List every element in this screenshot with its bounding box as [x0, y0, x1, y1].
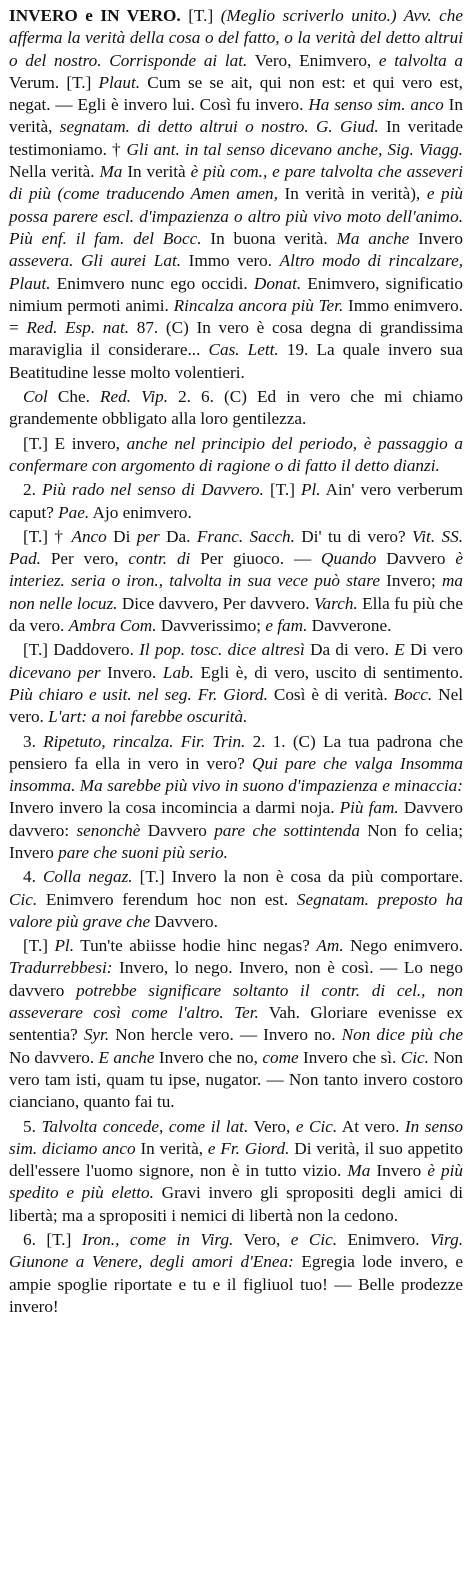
entry-text-segment: 87. (C) In vero è cosa degna di grandissima maraviglia il considerare...: [9, 318, 464, 360]
entry-text-segment: potrebbe significare soltanto il contr. di cel., non asseverare così come l'altro. Ter.: [9, 980, 464, 1023]
entry-paragraph-p4: [9, 479, 463, 524]
entry-text-segment: dicevano per: [9, 662, 101, 682]
entry-text-segment: ma non nelle locuz.: [9, 571, 464, 613]
entry-text-segment: Nel vero.: [9, 684, 463, 727]
entry-text-segment: Dice davvero, Per davvero.: [117, 593, 314, 613]
entry-text-segment: senonchè: [76, 820, 141, 840]
entry-text-segment: 6. [T.]: [23, 1230, 82, 1250]
entry-text-segment: [T.] Daddovero.: [23, 640, 140, 660]
entry-text-segment: In verità,: [9, 95, 463, 137]
entry-text-segment: Rincalza ancora più Ter.: [173, 295, 344, 315]
entry-text-segment: [T.] †: [23, 526, 72, 546]
entry-text-segment: assevera. Gli aurei Lat.: [9, 251, 182, 271]
entry-text-segment: Enimvero.: [337, 1230, 431, 1250]
entry-text-segment: L'art: a noi farebbe oscurità.: [48, 707, 248, 727]
entry-text-segment: Egli è, di vero, uscito di sentimento.: [193, 662, 463, 682]
entry-text-segment: Non vero tam isti, quam tu ipse, nugator. — Non tanto invero costoro cianciano, quanto fai tu.: [9, 1047, 463, 1112]
entry-text-segment: Immo vero.: [181, 251, 280, 271]
entry-text-segment: e Cic.: [290, 1230, 338, 1250]
entry-text-segment: [T.]: [180, 6, 221, 25]
entry-text-segment: Davverissimo;: [156, 616, 266, 636]
entry-text-segment: per: [136, 526, 160, 546]
entry-text-segment: Invero, lo nego. Invero, non è così. — Lo nego davvero: [9, 958, 463, 1000]
entry-text-segment: Bocc.: [393, 684, 433, 704]
entry-text-segment: Ma: [99, 162, 123, 182]
entry-text-segment: e fam.: [265, 616, 308, 636]
entry-text-segment: e Cic.: [295, 1116, 338, 1136]
entry-text-segment: Invero;: [379, 571, 442, 591]
entry-text-segment: [T.] E invero,: [23, 433, 127, 453]
entry-text-segment: Nego enimvero.: [343, 936, 464, 956]
entry-paragraph-p8: [9, 866, 463, 933]
entry-text-segment: Virg. Giunone a Venere, degli amori d'Enea:: [9, 1230, 463, 1272]
entry-text-segment: In verità: [122, 162, 191, 182]
entry-text-segment: At vero.: [337, 1116, 405, 1136]
entry-text-segment: come: [262, 1047, 299, 1067]
entry-text-segment: Tun'te abiisse hodie hinc negas?: [74, 936, 317, 956]
entry-paragraph-p3: [9, 433, 463, 478]
entry-text-segment: Più chiaro e usit. nel seg. Fr. Giord.: [9, 684, 268, 704]
entry-text-segment: 2. 6. (C) Ed in vero che mi chiamo grandemente obbligato alla loro gentilezza.: [9, 387, 464, 429]
entry-text-segment: Tradurrebbesi:: [9, 958, 113, 978]
entry-text-segment: 4.: [23, 867, 43, 887]
entry-text-segment: Invero che no,: [154, 1047, 263, 1067]
entry-paragraph-p10: [9, 1116, 463, 1227]
entry-text-segment: Enimvero, significatio nimium permoti animi.: [9, 273, 463, 315]
entry-text-segment: Vero,: [248, 1116, 296, 1136]
entry-text-segment: Ma anche: [336, 228, 410, 248]
entry-text-segment: Non hercle vero. — Invero no.: [109, 1025, 342, 1045]
entry-text-segment: Che.: [47, 387, 100, 407]
entry-text-segment: In senso sim. diciamo anco: [9, 1116, 463, 1158]
entry-paragraph-p9: [9, 935, 463, 1113]
entry-text-segment: Davvero.: [150, 911, 218, 931]
entry-text-segment: Più fam.: [339, 798, 399, 818]
entry-text-segment: e talvolta a: [378, 50, 464, 70]
entry-text-segment: [T.] Invero la non è cosa da più comportare.: [132, 867, 463, 887]
entry-text-segment: Enimvero ferendum hoc non est.: [37, 889, 297, 909]
entry-text-segment: Qui pare che valga Insomma insomma. Ma sarebbe più vivo in suono d'impazienza e minaccia:: [9, 753, 463, 796]
entry-text-segment: Cas. Lett.: [208, 340, 279, 360]
entry-paragraph-p5: [9, 526, 463, 637]
entry-text-segment: Altro modo di rincalzare, Plaut.: [9, 251, 463, 293]
entry-text-segment: Più rado nel senso di Davvero.: [41, 480, 264, 500]
entry-text-segment: Invero invero la cosa incomincia a darmi noja.: [9, 798, 340, 818]
entry-text-segment: Davvero: [376, 549, 456, 569]
entry-text-segment: Anco: [71, 526, 107, 546]
entry-text-segment: 2. 1. (C) La tua padrona che pensiero fa ella in vero in vero?: [9, 731, 464, 773]
entry-text-segment: Di: [106, 526, 137, 546]
entry-text-segment: Cum se se ait, qui non est: et qui vero est, negat. — Egli è invero lui. Così fu invero.: [9, 72, 463, 115]
entry-text-segment: Cic.: [9, 889, 38, 909]
entry-text-segment: Invero: [409, 228, 464, 248]
entry-text-segment: Vah. Gloriare evenisse ex sententia?: [9, 1003, 463, 1045]
entry-text-segment: e più possa parere escl. d'impazienza o altro più vivo moto dell'animo. Più enf. il fam. del Bocc.: [9, 184, 463, 248]
entry-text-segment: pare che sottintenda: [214, 820, 360, 840]
entry-text-segment: In buona verità.: [201, 228, 337, 248]
entry-text-segment: Invero che sì.: [298, 1047, 401, 1067]
entry-text-segment: E: [394, 640, 405, 660]
entry-text-segment: Franc. Sacch.: [196, 526, 295, 546]
entry-text-segment: anche nel principio del periodo, è passaggio a confermare con argomento di ragione o di fatto il detto dianzi.: [9, 433, 463, 475]
entry-text-segment: Per giuoco. —: [190, 549, 322, 569]
entry-text-segment: Di vero: [404, 640, 463, 660]
entry-text-segment: è più spedito e più eletto.: [9, 1161, 464, 1203]
entry-text-segment: Così è di verità.: [267, 684, 394, 704]
entry-text-segment: Donat.: [253, 273, 302, 293]
entry-text-segment: Per vero,: [40, 549, 129, 569]
entry-text-segment: Gravi invero gli spropositi degli amici di libertà; ma a spropositi i nemici di libertà non la cedono.: [9, 1183, 464, 1225]
entry-text-segment: Di' tu di vero?: [294, 526, 413, 546]
entry-text-segment: [T.]: [263, 480, 301, 500]
entry-text-segment: Iron., come in Virg.: [81, 1230, 234, 1250]
entry-paragraph-p1: [9, 5, 463, 384]
entry-text-segment: 2.: [23, 480, 42, 500]
entry-text-segment: Di verità, il suo appetito dell'essere l'uomo signore, non è in tutto vizio.: [9, 1138, 463, 1181]
entry-headword: INVERO e IN VERO.: [9, 6, 181, 25]
entry-text-segment: Plaut.: [98, 72, 141, 92]
entry-text-segment: Pl.: [54, 936, 75, 956]
entry-text-segment: Gli ant. in tal senso dicevano anche, Sig. Viagg.: [126, 139, 463, 159]
entry-text-segment: 3.: [23, 731, 44, 751]
entry-text-segment: contr. di: [128, 549, 191, 569]
entry-text-segment: 19. La quale invero sua Beatitudine lesse molto volentieri.: [9, 340, 463, 382]
entry-text-segment: Invero: [370, 1161, 428, 1181]
entry-text-segment: Egregia lode invero, e ampie spoglie riportate e tu e il figliuol tuo! — Belle prodezze invero!: [9, 1252, 463, 1316]
entry-text-segment: Col: [23, 387, 48, 407]
entry-text-segment: Segnatam. preposto ha valore più grave che: [9, 889, 463, 931]
entry-text-segment: (Meglio scriverlo unito.) Avv. che afferma la verità della cosa o del fatto, o la verità del detto altrui o del nostro. Corrisponde ai lat.: [9, 6, 463, 70]
entry-text-segment: è interiez. seria o iron., talvolta in sua vece può stare: [9, 549, 463, 591]
entry-text-segment: E anche: [98, 1047, 155, 1067]
entry-paragraph-p7: [9, 731, 463, 865]
entry-text-segment: In veritade testimoniamo. †: [9, 117, 463, 159]
entry-text-segment: In verità,: [135, 1138, 208, 1158]
entry-text-segment: Talvolta concede, come il lat.: [41, 1116, 249, 1136]
entry-text-segment: Non fo celia; Invero: [9, 820, 463, 862]
entry-text-segment: Ha senso sim. anco: [308, 95, 444, 115]
entry-text-segment: Quando: [321, 549, 377, 569]
entry-text-segment: Ajo enimvero.: [89, 502, 192, 522]
entry-text-segment: Red. Esp. nat.: [26, 318, 130, 338]
entry-text-segment: [T.]: [23, 936, 55, 956]
entry-text-segment: Pl.: [300, 480, 321, 500]
entry-text-segment: Da di vero.: [304, 640, 395, 660]
entry-text-segment: Da.: [159, 526, 197, 546]
entry-text-segment: Ain' vero verberum caput?: [9, 480, 464, 522]
entry-text-segment: Davvero: [140, 820, 215, 840]
entry-paragraph-p6: [9, 639, 463, 728]
entry-text-segment: Vero, Enimvero,: [247, 50, 379, 70]
entry-text-segment: Am.: [316, 936, 344, 956]
entry-text-segment: Ella fu più che da vero.: [9, 593, 463, 636]
entry-text-segment: è più com., e pare talvolta che asseveri di più (come traducendo Amen amen,: [9, 162, 463, 204]
entry-text-segment: Colla negaz.: [42, 867, 133, 887]
entry-text-segment: Enimvero nunc ego occidi.: [50, 273, 254, 293]
entry-paragraph-p2: [9, 386, 463, 431]
entry-text-segment: Verum. [T.]: [9, 72, 99, 92]
entry-paragraph-p11: [9, 1229, 463, 1318]
entry-text-segment: 5.: [23, 1116, 42, 1136]
entry-text-segment: segnatam. di detto altrui o nostro. G. Giud.: [59, 117, 379, 137]
entry-text-segment: Ambra Com.: [68, 616, 157, 636]
entry-text-segment: Non dice più che: [341, 1025, 463, 1045]
entry-text-segment: Vero,: [233, 1230, 291, 1250]
entry-text-segment: Immo enimvero. =: [9, 295, 464, 338]
entry-text-segment: e Fr. Giord.: [207, 1138, 290, 1158]
entry-text-segment: Vit. SS. Pad.: [9, 526, 463, 569]
entry-text-segment: Cic.: [400, 1047, 429, 1067]
entry-text-segment: pare che suoni più serio.: [58, 842, 228, 862]
entry-text-segment: Nella verità.: [9, 162, 100, 182]
entry-text-segment: In verità in verità),: [277, 184, 427, 204]
entry-text-segment: Lab.: [162, 662, 194, 682]
entry-text-segment: No davvero.: [9, 1047, 99, 1067]
entry-text-segment: Davverone.: [307, 616, 392, 636]
entry-text-segment: Ripetuto, rincalza. Fir. Trin.: [43, 731, 246, 751]
entry-text-segment: Davvero davvero:: [9, 798, 463, 840]
entry-text-segment: Syr.: [83, 1025, 110, 1045]
entry-text-segment: Invero.: [100, 662, 163, 682]
entry-text-segment: Il pop. tosc. dice altresì: [139, 640, 305, 660]
entry-text-segment: Ma: [347, 1161, 371, 1181]
entry-text-segment: Red. Vip.: [100, 387, 168, 407]
entry-text-segment: Pae.: [58, 502, 90, 522]
entry-text-segment: Varch.: [313, 593, 358, 613]
